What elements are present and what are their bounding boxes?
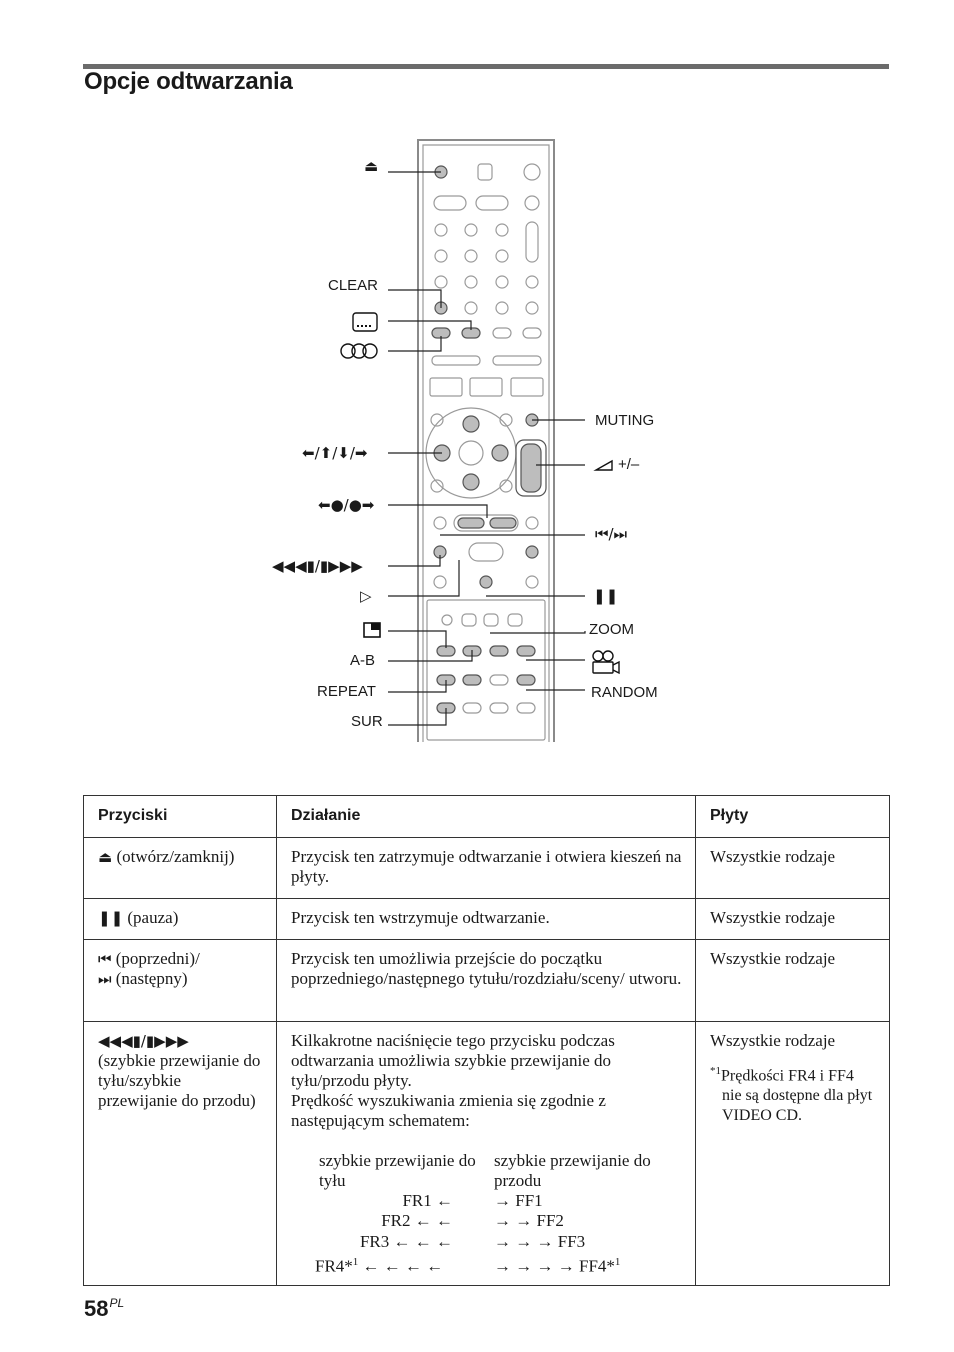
playback-options-table	[83, 795, 890, 1286]
cursor-arrows-icon: ⬅/⬆/⬇/➡	[302, 444, 368, 462]
button-name: (pauza)	[127, 908, 179, 927]
zoom-label: ZOOM	[589, 621, 634, 638]
header-discs: Płyty	[696, 796, 890, 838]
sur-label: SUR	[351, 713, 383, 730]
eject-icon: ⏏	[98, 848, 113, 866]
random-label: RANDOM	[591, 684, 658, 701]
pause-icon: ❚❚	[593, 587, 619, 605]
ab-label: A-B	[350, 652, 376, 669]
pause-icon: ❚❚	[98, 909, 124, 927]
volume-icon	[596, 461, 612, 470]
angle-icon	[593, 651, 619, 673]
previous-icon: ⏮	[98, 950, 112, 968]
schema-ff4-mark: 1	[614, 1256, 621, 1268]
schema-fwd-head: szybkie przewijanie do przodu	[494, 1151, 651, 1190]
discs-text: Wszystkie rodzaje	[710, 1031, 836, 1050]
table-row	[84, 838, 890, 899]
action-text-2: Prędkość wyszukiwania zmienia się zgodnie z następującym schematem:	[291, 1091, 606, 1130]
schema-fr4: FR4*$^1$ ← ← ← ←	[315, 1256, 444, 1276]
instant-replay-advance-icon: ⬅●/●➡	[318, 496, 375, 514]
button-name-prev: (poprzedni)/	[115, 949, 200, 968]
schema-rev-head: szybkie przewijanie do tyłu	[319, 1151, 476, 1190]
schema-ff3: → → → FF3	[494, 1232, 586, 1251]
cell-discs: Wszystkie rodzaje	[696, 899, 890, 940]
muting-label: MUTING	[595, 412, 655, 429]
schema-fr2: FR2 ← ←	[381, 1211, 453, 1230]
button-name: (szybkie przewijanie do tyłu/szybkie przewijanie do przodu)	[98, 1051, 261, 1110]
schema-fr1: FR1 ←	[402, 1191, 453, 1210]
cell-button	[84, 838, 277, 899]
schema-fr4-mark: 1	[352, 1256, 359, 1268]
cell-button	[84, 899, 277, 940]
cell-discs	[696, 1022, 890, 1286]
cell-button	[84, 1022, 277, 1286]
page-number	[84, 1296, 124, 1322]
schema-ff4: → → → → FF4*$^1$	[494, 1256, 621, 1276]
table-row	[84, 1022, 890, 1286]
button-name-next: (następny)	[115, 969, 188, 988]
subtitle-icon	[353, 313, 377, 331]
header-buttons: Przyciski	[84, 796, 277, 838]
clear-label: CLEAR	[328, 277, 379, 294]
footnote	[710, 1061, 877, 1126]
repeat-label: REPEAT	[317, 683, 376, 700]
speed-schema	[291, 1151, 683, 1276]
schema-ff2: → → FF2	[494, 1211, 564, 1230]
play-icon: ▷	[360, 587, 372, 605]
display-icon	[364, 623, 380, 637]
schema-fr3: FR3 ← ← ←	[359, 1232, 453, 1251]
footnote-text: Prędkości FR4 i FF4 nie są dostępne dla płyt VIDEO CD.	[721, 1067, 873, 1125]
next-icon: ⏭	[98, 970, 112, 988]
cell-action: Przycisk ten umożliwia przejście do początku poprzedniego/następnego tytułu/rozdziału/sceny/ utworu.	[277, 940, 696, 1022]
cell-action: Przycisk ten zatrzymuje odtwarzanie i otwiera kieszeń na płyty.	[277, 838, 696, 899]
table-row	[84, 940, 890, 1022]
scan-slow-icon: ◀◀◀▮/▮▶▶▶	[272, 557, 363, 575]
prev-next-icon: ⏮/⏭	[595, 525, 628, 543]
button-name: (otwórz/zamknij)	[116, 847, 235, 866]
schema-ff1: → FF1	[494, 1191, 543, 1210]
action-text-1: Kilkakrotne naciśnięcie tego przycisku podczas odtwarzania umożliwia szybkie przewijanie do tyłu/przodu płyty.	[291, 1031, 615, 1090]
footnote-mark: *1	[710, 1065, 721, 1077]
cell-action	[277, 1022, 696, 1286]
page-title: Opcje odtwarzania	[84, 68, 293, 95]
table-row	[84, 899, 890, 940]
table-header-row	[84, 796, 890, 838]
header-action: Działanie	[277, 796, 696, 838]
cell-action: Przycisk ten wstrzymuje odtwarzanie.	[277, 899, 696, 940]
audio-icon	[341, 344, 377, 358]
page-number-value: 58	[84, 1296, 109, 1321]
scan-icon: ◀◀◀▮/▮▶▶▶	[98, 1032, 189, 1050]
eject-icon: ⏏	[364, 157, 379, 175]
cell-discs: Wszystkie rodzaje	[696, 940, 890, 1022]
page-number-suffix: PL	[109, 1296, 125, 1310]
cell-button	[84, 940, 277, 1022]
cell-discs: Wszystkie rodzaje	[696, 838, 890, 899]
volume-label: +/–	[618, 456, 640, 473]
